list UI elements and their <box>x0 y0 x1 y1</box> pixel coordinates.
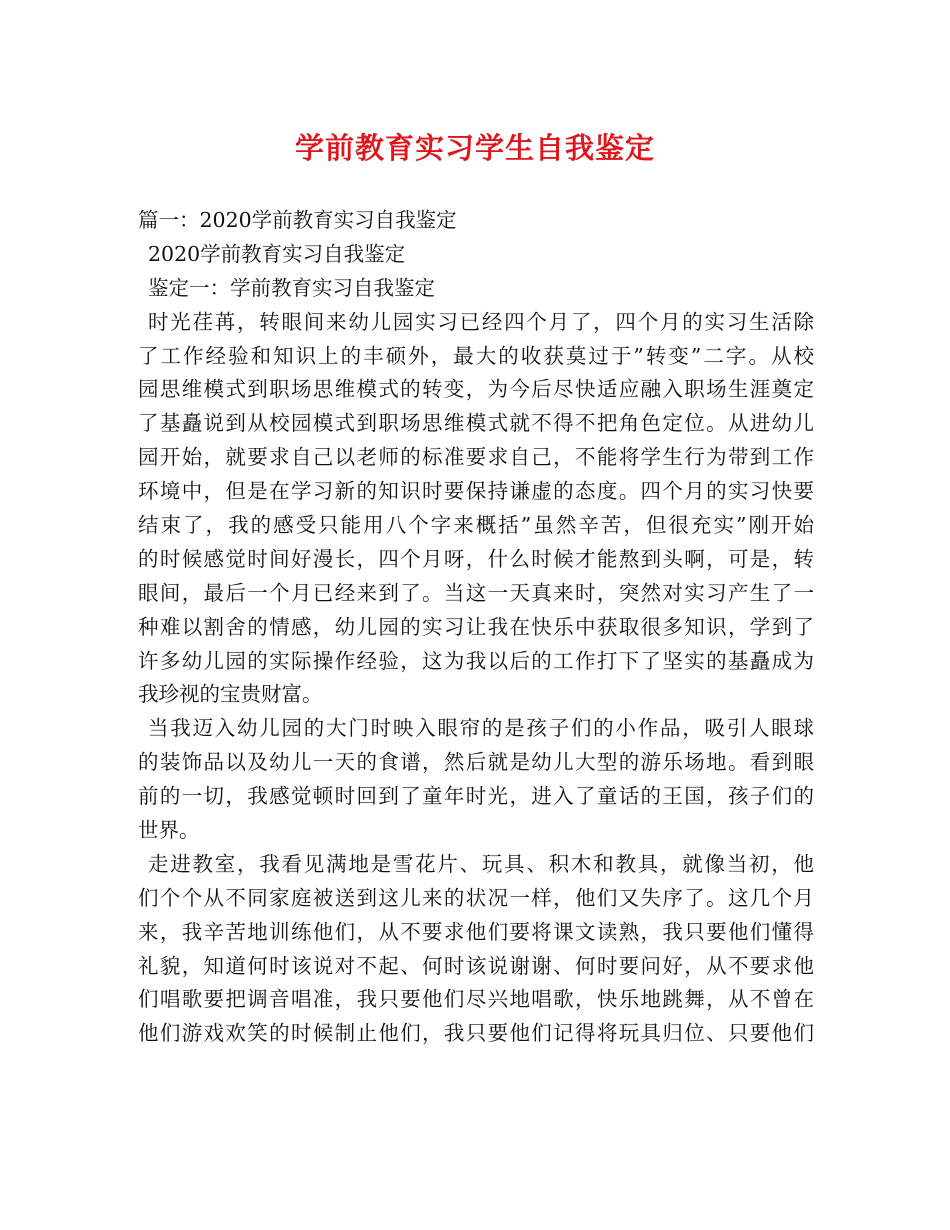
document-body <box>138 204 814 1051</box>
paragraph-line: 当我迈入幼儿园的大门时映入眼帘的是孩子们的小作品，吸引人眼球 <box>148 716 814 741</box>
section-heading: 篇一：2020学前教育实习自我鉴定 <box>138 208 457 232</box>
paragraph-line: 世界。 <box>138 818 200 843</box>
paragraph-line: 环境中，但是在学习新的知识时要保持谦虚的态度。四个月的实习快要 <box>138 479 814 504</box>
paragraph-line: 们个个从不同家庭被送到这儿来的状况一样，他们又失序了。这几个月 <box>138 885 814 910</box>
paragraph-line: 来，我辛苦地训练他们，从不要求他们要将课文读熟，我只要他们懂得 <box>138 919 814 944</box>
sub-heading: 2020学前教育实习自我鉴定 <box>148 241 406 266</box>
paragraph-line: 园开始，就要求自己以老师的标准要求自己，不能将学生行为带到工作 <box>138 445 814 470</box>
paragraph-line: 了基矗说到从校园模式到职场思维模式就不得不把角色定位。从进幼儿 <box>138 411 814 436</box>
paragraph-line: 走进教室，我看见满地是雪花片、玩具、积木和教具，就像当初，他 <box>148 851 814 876</box>
paragraph-line: 许多幼儿园的实际操作经验，这为我以后的工作打下了坚实的基矗成为 <box>138 648 814 673</box>
paragraph-line: 种难以割舍的情感，幼儿园的实习让我在快乐中获取很多知识，学到了 <box>138 614 814 639</box>
paragraph-line: 前的一切，我感觉顿时回到了童年时光，进入了童话的王国，孩子们的 <box>138 784 814 809</box>
paragraph-line: 结束了，我的感受只能用八个字来概括”虽然辛苦，但很充实”刚开始 <box>138 513 814 538</box>
paragraph-line: 了工作经验和知识上的丰硕外，最大的收获莫过于”转变”二字。从校 <box>138 343 814 368</box>
paragraph-line: 的时候感觉时间好漫长，四个月呀，什么时候才能熬到头啊，可是，转 <box>138 546 814 571</box>
paragraph-line: 眼间，最后一个月已经来到了。当这一天真来时，突然对实习产生了一 <box>138 580 814 605</box>
paragraph-line: 们唱歌要把调音唱准，我只要他们尽兴地唱歌，快乐地跳舞，从不曾在 <box>138 987 814 1012</box>
document-title: 学前教育实习学生自我鉴定 <box>294 131 655 165</box>
paragraph-line: 园思维模式到职场思维模式的转变，为今后尽快适应融入职场生涯奠定 <box>138 377 814 402</box>
paragraph-line: 他们游戏欢笑的时候制止他们，我只要他们记得将玩具归位、只要他们 <box>138 1021 814 1046</box>
sub-heading: 鉴定一：学前教育实习自我鉴定 <box>148 275 435 300</box>
paragraph-line: 的装饰品以及幼儿一天的食谱，然后就是幼儿大型的游乐场地。看到眼 <box>138 750 814 775</box>
paragraph-line: 我珍视的宝贵财富。 <box>138 682 323 707</box>
paragraph-line: 礼貌，知道何时该说对不起、何时该说谢谢、何时要问好，从不要求他 <box>138 953 814 978</box>
paragraph-line: 时光荏苒，转眼间来幼儿园实习已经四个月了，四个月的实习生活除 <box>148 309 814 334</box>
